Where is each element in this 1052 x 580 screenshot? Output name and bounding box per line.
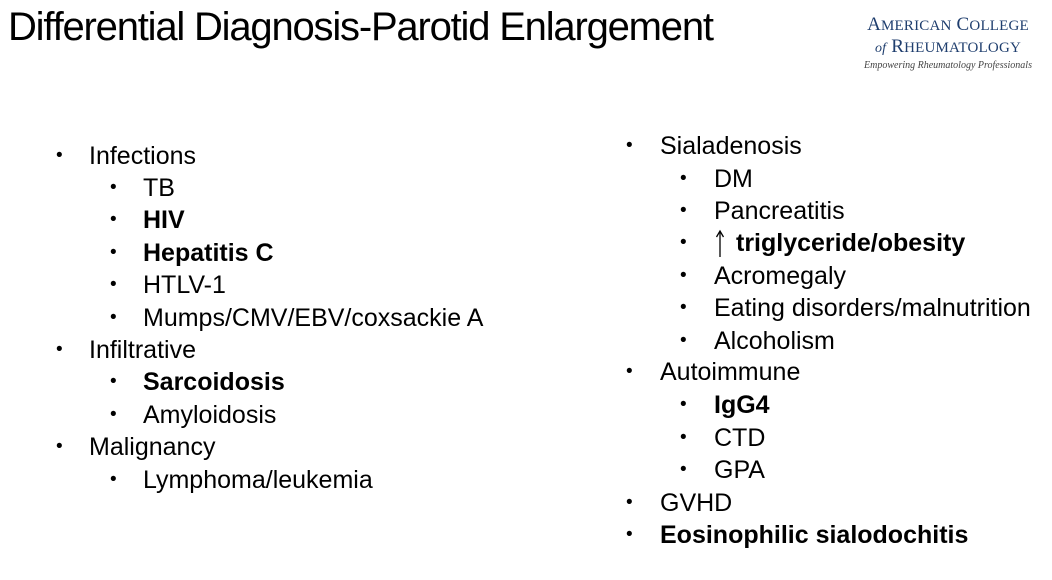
list-item-acromegaly: Acromegaly xyxy=(714,262,846,290)
bullet-icon: • xyxy=(56,145,63,166)
list-item-malignancy: Malignancy xyxy=(89,433,216,461)
bullet-icon: • xyxy=(680,200,687,221)
bullet-icon: • xyxy=(680,265,687,286)
bullet-icon: • xyxy=(680,232,687,253)
list-item-gpa: GPA xyxy=(714,456,765,484)
bullet-icon: • xyxy=(680,330,687,351)
list-item-infections: Infections xyxy=(89,142,197,170)
bullet-icon: • xyxy=(110,177,117,198)
list-item-dm: DM xyxy=(714,165,753,193)
bullet-icon: • xyxy=(110,242,117,263)
list-item-tb: TB xyxy=(143,174,175,202)
bullet-icon: • xyxy=(110,469,117,490)
bullet-icon: • xyxy=(626,492,633,513)
list-item-alcoholism: Alcoholism xyxy=(714,327,835,355)
logo-line-1: AMERICAN COLLEGE xyxy=(867,14,1029,35)
bullet-icon: • xyxy=(626,524,633,545)
bullet-icon: • xyxy=(110,404,117,425)
bullet-icon: • xyxy=(110,307,117,328)
bullet-icon: • xyxy=(626,361,633,382)
bullet-icon: • xyxy=(680,427,687,448)
list-item-gvhd: GVHD xyxy=(660,489,733,517)
bullet-icon: • xyxy=(110,274,117,295)
bullet-icon: • xyxy=(680,297,687,318)
list-item-autoimmune: Autoimmune xyxy=(660,358,801,386)
bullet-icon: • xyxy=(680,459,687,480)
bullet-icon: • xyxy=(680,168,687,189)
list-item-htlv1: HTLV-1 xyxy=(143,271,226,299)
list-item-hiv: HIV xyxy=(143,206,185,234)
logo-line-2: of RHEUMATOLOGY xyxy=(874,36,1022,57)
list-item-triglyceride xyxy=(714,228,965,258)
bullet-icon: • xyxy=(110,209,117,230)
list-item-hepatitis-c: Hepatitis C xyxy=(143,239,274,267)
acr-logo xyxy=(852,14,1044,73)
bullet-icon: • xyxy=(110,371,117,392)
list-item-eosinophilic: Eosinophilic sialodochitis xyxy=(660,521,969,549)
triglyceride-label: triglyceride/obesity xyxy=(736,229,966,257)
list-item-igg4: IgG4 xyxy=(714,391,770,419)
bullet-icon: • xyxy=(56,436,63,457)
logo-tagline: Empowering Rheumatology Professionals xyxy=(864,60,1032,71)
list-item-sialadenosis: Sialadenosis xyxy=(660,132,802,160)
list-item-infiltrative: Infiltrative xyxy=(89,336,196,364)
list-item-ctd: CTD xyxy=(714,424,766,452)
up-arrow-icon xyxy=(714,228,726,258)
list-item-sarcoidosis: Sarcoidosis xyxy=(143,368,285,396)
bullet-icon: • xyxy=(56,339,63,360)
list-item-lymphoma: Lymphoma/leukemia xyxy=(143,466,373,494)
list-item-eating-disorders: Eating disorders/malnutrition xyxy=(714,294,1031,322)
list-item-pancreatitis: Pancreatitis xyxy=(714,197,845,225)
list-item-amyloidosis: Amyloidosis xyxy=(143,401,277,429)
bullet-icon: • xyxy=(680,394,687,415)
page-title: Differential Diagnosis-Parotid Enlargement xyxy=(8,5,713,49)
list-item-viral: Mumps/CMV/EBV/coxsackie A xyxy=(143,304,484,332)
bullet-icon: • xyxy=(626,135,633,156)
